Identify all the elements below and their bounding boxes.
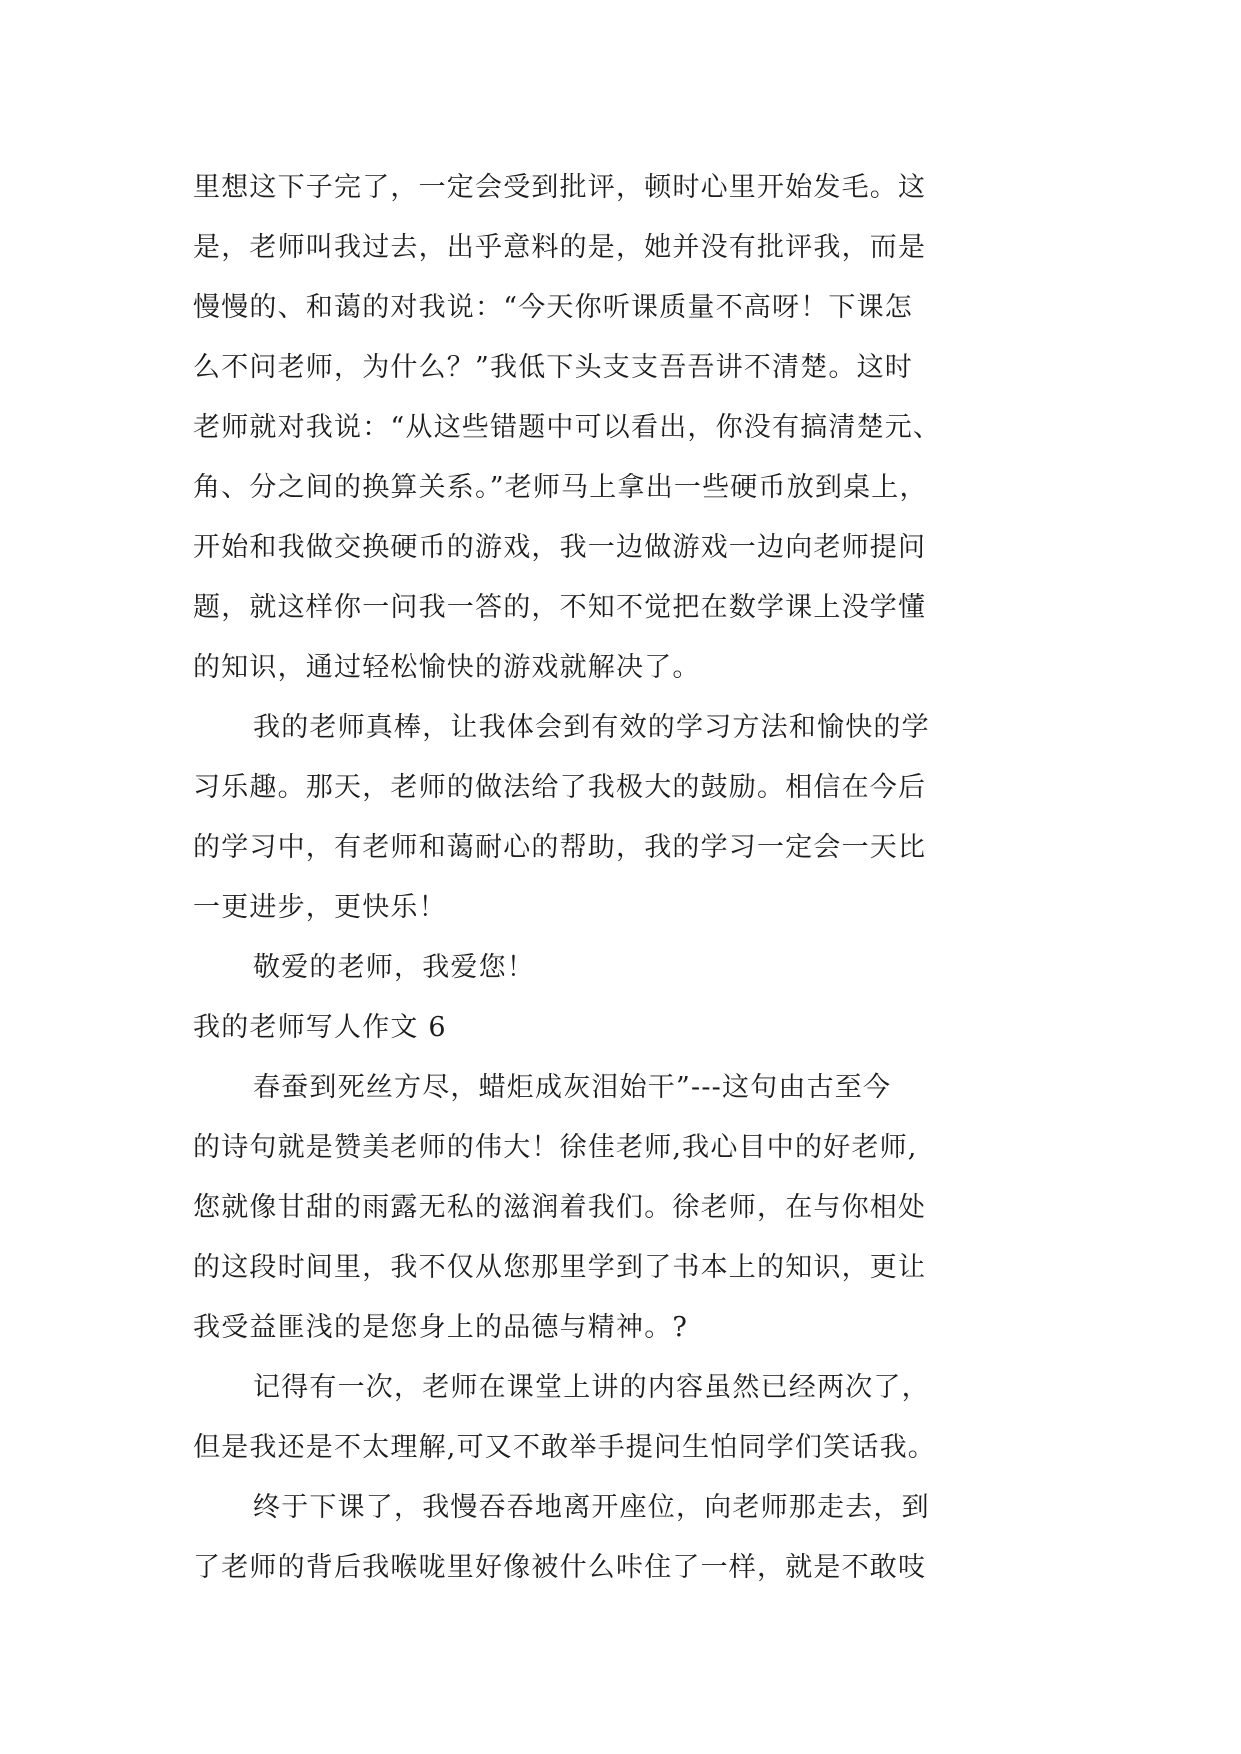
text-line: 老师就对我说：“从这些错题中可以看出，你没有搞清楚元、 — [193, 412, 942, 443]
text-line: 我受益匪浅的是您身上的品德与精神。? — [193, 1312, 689, 1343]
paragraph-first-line: 记得有一次，老师在课堂上讲的内容虽然已经两次了， — [253, 1372, 930, 1403]
text-line: 的知识，通过轻松愉快的游戏就解决了。 — [193, 652, 701, 683]
paragraph-first-line: 我的老师真棒，让我体会到有效的学习方法和愉快的学 — [253, 712, 930, 743]
paragraph-first-line: 敬爱的老师，我爱您！ — [253, 952, 535, 983]
text-line: 了老师的背后我喉咙里好像被什么咔住了一样，就是不敢吱 — [193, 1552, 927, 1583]
text-line: 么不问老师，为什么？”我低下头支支吾吾讲不清楚。这时 — [193, 352, 914, 383]
paragraph-first-line: 春蚕到死丝方尽，蜡炬成灰泪始干”---这句由古至今 — [253, 1072, 892, 1103]
body-text — [193, 158, 1063, 1598]
text-line: 习乐趣。那天，老师的做法给了我极大的鼓励。相信在今后 — [193, 772, 927, 803]
text-line: 一更进步，更快乐！ — [193, 892, 447, 923]
paragraph-first-line: 终于下课了，我慢吞吞地离开座位，向老师那走去，到 — [253, 1492, 930, 1523]
text-line: 慢慢的、和蔼的对我说：“今天你听课质量不高呀！下课怎 — [193, 292, 914, 323]
text-line: 题，就这样你一问我一答的，不知不觉把在数学课上没学懂 — [193, 592, 927, 623]
text-line: 的学习中，有老师和蔼耐心的帮助，我的学习一定会一天比 — [193, 832, 927, 863]
text-line: 但是我还是不太理解,可又不敢举手提问生怕同学们笑话我。 — [193, 1432, 936, 1463]
text-line: 的这段时间里，我不仅从您那里学到了书本上的知识，更让 — [193, 1252, 927, 1283]
text-line: 是，老师叫我过去，出乎意料的是，她并没有批评我，而是 — [193, 232, 927, 263]
section-heading: 我的老师写人作文 6 — [193, 1012, 447, 1043]
text-line: 里想这下子完了，一定会受到批评，顿时心里开始发毛。这 — [193, 172, 927, 203]
text-line: 角、分之间的换算关系。”老师马上拿出一些硬币放到桌上， — [193, 472, 928, 503]
text-line: 您就像甘甜的雨露无私的滋润着我们。徐老师，在与你相处 — [193, 1192, 927, 1223]
text-line: 开始和我做交换硬币的游戏，我一边做游戏一边向老师提问 — [193, 532, 927, 563]
text-line: 的诗句就是赞美老师的伟大！徐佳老师,我心目中的好老师, — [193, 1132, 918, 1163]
